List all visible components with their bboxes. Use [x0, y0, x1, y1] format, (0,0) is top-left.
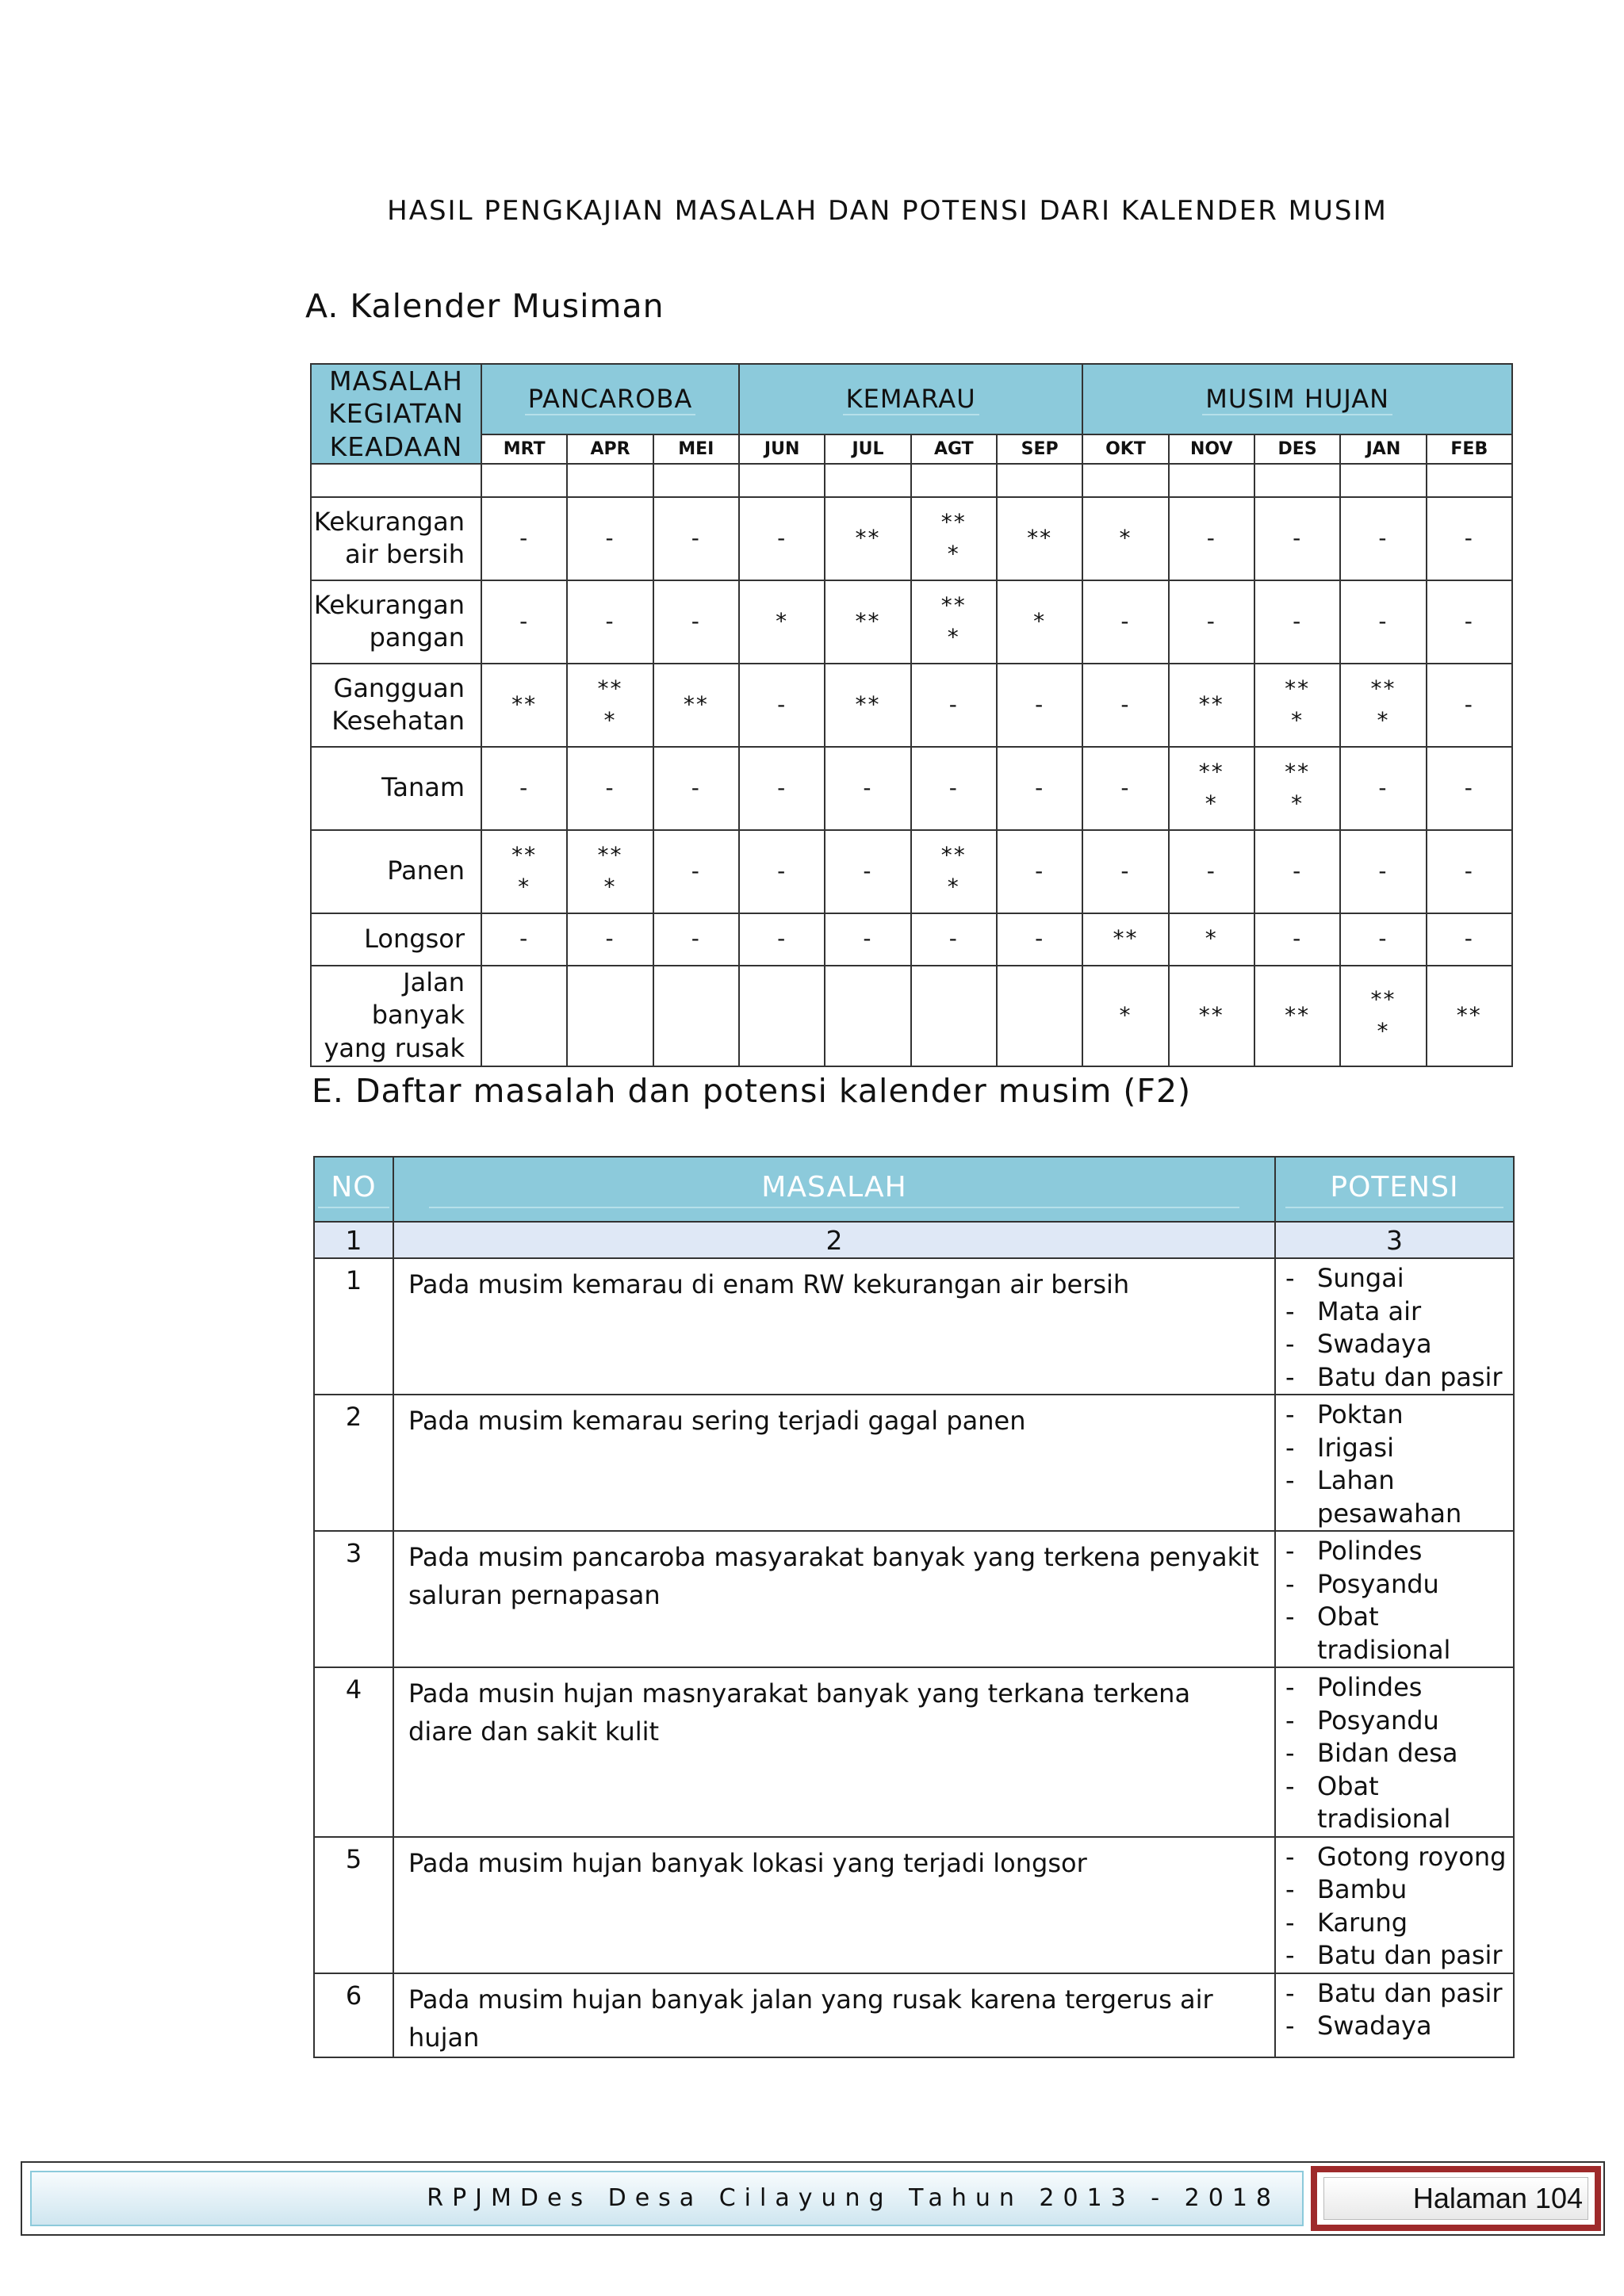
calendar-cell-okt: - [1082, 580, 1168, 664]
calendar-cell-nov: ** [1169, 664, 1254, 747]
potential-list-cell [1275, 1531, 1514, 1667]
calendar-cell-des: - [1254, 913, 1340, 966]
calendar-row-label: Kekurangan pangan [311, 580, 481, 664]
calendar-cell-jul: ** [825, 497, 910, 580]
calendar-cell-jul: - [825, 830, 910, 913]
calendar-row [311, 830, 1512, 913]
calendar-row-label: Longsor [311, 913, 481, 966]
potential-item: - Batu dan pasir [1285, 1977, 1513, 2011]
page-footer [21, 2161, 1605, 2236]
calendar-cell-okt: - [1082, 664, 1168, 747]
calendar-cell-jan: - [1340, 830, 1426, 913]
calendar-cell-mei: - [653, 497, 739, 580]
calendar-cell-nov: ** * [1169, 747, 1254, 830]
calendar-cell-sep: - [997, 913, 1082, 966]
calendar-cell-sep: ** [997, 497, 1082, 580]
problem-row [314, 1258, 1514, 1395]
calendar-cell-jan: - [1340, 497, 1426, 580]
potential-list-cell [1275, 1973, 1514, 2057]
calendar-cell-agt [911, 966, 997, 1066]
potential-item: - Polindes [1285, 1671, 1513, 1705]
calendar-cell-jan: ** * [1340, 966, 1426, 1066]
calendar-row-label: Tanam [311, 747, 481, 830]
potential-list [1285, 1671, 1513, 1836]
potential-item: - Gotong royong [1285, 1841, 1513, 1874]
calendar-cell-jan: ** * [1340, 664, 1426, 747]
calendar-cell-nov: * [1169, 913, 1254, 966]
column-number-potensi: 3 [1275, 1222, 1514, 1258]
calendar-row-label: Jalan banyak yang rusak [311, 966, 481, 1066]
calendar-cell-nov: - [1169, 830, 1254, 913]
calendar-cell-agt: ** * [911, 830, 997, 913]
spacer-cell [825, 464, 910, 497]
calendar-cell-feb: - [1427, 580, 1512, 664]
month-header-des: DES [1254, 434, 1340, 463]
potential-list [1285, 1535, 1513, 1667]
calendar-row-label: Gangguan Kesehatan [311, 664, 481, 747]
calendar-cell-sep [997, 966, 1082, 1066]
spacer-cell [653, 464, 739, 497]
column-number-masalah: 2 [393, 1222, 1275, 1258]
calendar-cell-sep: - [997, 747, 1082, 830]
calendar-cell-jul: ** [825, 664, 910, 747]
calendar-cell-mei: ** [653, 664, 739, 747]
potential-item: - Poktan [1285, 1399, 1513, 1432]
calendar-cell-mrt: - [481, 913, 567, 966]
potential-list-cell [1275, 1837, 1514, 1973]
month-header-jun: JUN [739, 434, 825, 463]
spacer-cell [567, 464, 653, 497]
month-header-okt: OKT [1082, 434, 1168, 463]
problem-row [314, 1667, 1514, 1837]
spacer-cell [481, 464, 567, 497]
spacer-cell [1254, 464, 1340, 497]
footer-document-title: RPJMDes Desa Cilayung Tahun 2013 - 2018 [30, 2171, 1304, 2226]
calendar-cell-jul: - [825, 747, 910, 830]
potential-item: - Obat tradisional [1285, 1770, 1513, 1836]
calendar-cell-jan: - [1340, 913, 1426, 966]
potential-item: - Polindes [1285, 1535, 1513, 1568]
calendar-cell-des: - [1254, 497, 1340, 580]
calendar-cell-okt: * [1082, 966, 1168, 1066]
calendar-row [311, 913, 1512, 966]
spacer-cell [1169, 464, 1254, 497]
calendar-row [311, 580, 1512, 664]
spacer-cell [739, 464, 825, 497]
calendar-cell-des: ** [1254, 966, 1340, 1066]
calendar-corner-label-kegiatan: KEGIATAN KEADAAN [328, 398, 464, 462]
problem-number: 3 [314, 1531, 393, 1667]
calendar-cell-nov: - [1169, 497, 1254, 580]
calendar-cell-sep: - [997, 664, 1082, 747]
calendar-cell-des: ** * [1254, 664, 1340, 747]
calendar-cell-des: - [1254, 580, 1340, 664]
calendar-cell-mrt: - [481, 747, 567, 830]
calendar-cell-feb: - [1427, 830, 1512, 913]
potential-item: - Mata air [1285, 1295, 1513, 1329]
calendar-cell-feb: - [1427, 497, 1512, 580]
problem-row [314, 1837, 1514, 1973]
problem-number: 5 [314, 1837, 393, 1973]
spacer-cell [1082, 464, 1168, 497]
potential-list [1285, 1977, 1513, 2043]
calendar-cell-okt: - [1082, 747, 1168, 830]
column-header-masalah: MASALAH [393, 1157, 1275, 1222]
potential-item: - Bambu [1285, 1873, 1513, 1907]
calendar-cell-mrt: ** [481, 664, 567, 747]
problem-number: 4 [314, 1667, 393, 1837]
calendar-cell-jun: - [739, 913, 825, 966]
problem-row [314, 1395, 1514, 1531]
potential-item: - Swadaya [1285, 2010, 1513, 2043]
footer-page-box [1311, 2166, 1601, 2231]
potential-list [1285, 1399, 1513, 1530]
calendar-cell-mrt: - [481, 580, 567, 664]
calendar-cell-mei: - [653, 580, 739, 664]
calendar-cell-feb: ** [1427, 966, 1512, 1066]
calendar-cell-okt: * [1082, 497, 1168, 580]
calendar-cell-feb: - [1427, 913, 1512, 966]
footer-page-number: Halaman 104 [1323, 2177, 1588, 2220]
potential-list-cell [1275, 1258, 1514, 1395]
calendar-row [311, 966, 1512, 1066]
potential-item: - Sungai [1285, 1262, 1513, 1295]
problem-number: 6 [314, 1973, 393, 2057]
season-header-pancaroba: PANCAROBA [481, 364, 739, 434]
potential-item: - Karung [1285, 1907, 1513, 1940]
potential-list [1285, 1262, 1513, 1394]
problem-number: 1 [314, 1258, 393, 1395]
season-header-musim-hujan: MUSIM HUJAN [1082, 364, 1512, 434]
calendar-row [311, 664, 1512, 747]
problem-description: Pada musim kemarau di enam RW kekurangan air bersih [393, 1258, 1275, 1395]
calendar-cell-des: - [1254, 830, 1340, 913]
potential-item: - Batu dan pasir [1285, 1361, 1513, 1395]
calendar-cell-mei: - [653, 747, 739, 830]
section-heading-kalender-musiman: A. Kalender Musiman [305, 287, 665, 325]
calendar-cell-sep: - [997, 830, 1082, 913]
month-header-jan: JAN [1340, 434, 1426, 463]
column-header-no: NO [314, 1157, 393, 1222]
calendar-cell-apr: - [567, 747, 653, 830]
seasonal-calendar-table [310, 363, 1513, 1067]
calendar-cell-agt: ** * [911, 580, 997, 664]
calendar-row [311, 497, 1512, 580]
month-header-apr: APR [567, 434, 653, 463]
month-header-nov: NOV [1169, 434, 1254, 463]
calendar-cell-jun: * [739, 580, 825, 664]
potential-item: - Irigasi [1285, 1432, 1513, 1465]
calendar-cell-jul: ** [825, 580, 910, 664]
calendar-cell-mrt: ** * [481, 830, 567, 913]
calendar-cell-des: ** * [1254, 747, 1340, 830]
problem-row [314, 1531, 1514, 1667]
calendar-cell-agt: - [911, 913, 997, 966]
calendar-cell-apr: ** * [567, 664, 653, 747]
calendar-corner-header [311, 364, 481, 464]
calendar-cell-mrt [481, 966, 567, 1066]
calendar-cell-jun: - [739, 497, 825, 580]
calendar-cell-jan: - [1340, 747, 1426, 830]
spacer-cell [997, 464, 1082, 497]
calendar-corner-label-masalah: MASALAH [329, 365, 463, 396]
calendar-cell-okt: - [1082, 830, 1168, 913]
calendar-cell-apr: ** * [567, 830, 653, 913]
spacer-cell [1427, 464, 1512, 497]
problem-description: Pada musim hujan banyak jalan yang rusak karena tergerus air hujan [393, 1973, 1275, 2057]
page-title: HASIL PENGKAJIAN MASALAH DAN POTENSI DARI KALENDER MUSIM [387, 195, 1388, 227]
spacer-cell [911, 464, 997, 497]
potential-list-cell [1275, 1667, 1514, 1837]
calendar-cell-jul: - [825, 913, 910, 966]
column-header-potensi: POTENSI [1275, 1157, 1514, 1222]
calendar-cell-apr: - [567, 913, 653, 966]
calendar-cell-nov: ** [1169, 966, 1254, 1066]
month-header-jul: JUL [825, 434, 910, 463]
calendar-cell-feb: - [1427, 664, 1512, 747]
month-header-mrt: MRT [481, 434, 567, 463]
calendar-cell-agt: - [911, 747, 997, 830]
spacer-cell [311, 464, 481, 497]
calendar-cell-mei [653, 966, 739, 1066]
calendar-cell-jul [825, 966, 910, 1066]
calendar-cell-mei: - [653, 913, 739, 966]
potential-item: - Obat tradisional [1285, 1601, 1513, 1667]
calendar-cell-jun: - [739, 747, 825, 830]
calendar-row-label: Kekurangan air bersih [311, 497, 481, 580]
calendar-cell-jan: - [1340, 580, 1426, 664]
potential-item: - Batu dan pasir [1285, 1939, 1513, 1973]
problem-description: Pada musim pancaroba masyarakat banyak yang terkena penyakit saluran pernapasan [393, 1531, 1275, 1667]
season-header-kemarau: KEMARAU [739, 364, 1082, 434]
problem-description: Pada musim kemarau sering terjadi gagal panen [393, 1395, 1275, 1531]
calendar-cell-jun: - [739, 664, 825, 747]
problem-row [314, 1973, 1514, 2057]
calendar-cell-agt: - [911, 664, 997, 747]
potential-list [1285, 1841, 1513, 1973]
problem-description: Pada musim hujan banyak lokasi yang terjadi longsor [393, 1837, 1275, 1973]
calendar-cell-jun [739, 966, 825, 1066]
spacer-cell [1340, 464, 1426, 497]
calendar-cell-feb: - [1427, 747, 1512, 830]
calendar-row [311, 747, 1512, 830]
potential-item: - Swadaya [1285, 1328, 1513, 1361]
potential-item: - Bidan desa [1285, 1737, 1513, 1770]
month-header-sep: SEP [997, 434, 1082, 463]
calendar-spacer-row [311, 464, 1512, 497]
section-heading-daftar-masalah: E. Daftar masalah dan potensi kalender musim (F2) [312, 1072, 1192, 1110]
potential-item: - Lahan pesawahan [1285, 1464, 1513, 1530]
problem-number: 2 [314, 1395, 393, 1531]
calendar-cell-sep: * [997, 580, 1082, 664]
problem-potential-table [313, 1156, 1515, 2058]
calendar-cell-apr: - [567, 580, 653, 664]
problem-description: Pada musin hujan masnyarakat banyak yang terkana terkena diare dan sakit kulit [393, 1667, 1275, 1837]
calendar-cell-jun: - [739, 830, 825, 913]
calendar-cell-nov: - [1169, 580, 1254, 664]
calendar-row-label: Panen [311, 830, 481, 913]
potential-item: - Posyandu [1285, 1568, 1513, 1601]
calendar-cell-agt: ** * [911, 497, 997, 580]
calendar-cell-mrt: - [481, 497, 567, 580]
month-header-agt: AGT [911, 434, 997, 463]
calendar-cell-okt: ** [1082, 913, 1168, 966]
potential-item: - Posyandu [1285, 1705, 1513, 1738]
potential-list-cell [1275, 1395, 1514, 1531]
month-header-mei: MEI [653, 434, 739, 463]
calendar-cell-mei: - [653, 830, 739, 913]
month-header-feb: FEB [1427, 434, 1512, 463]
column-number-no: 1 [314, 1222, 393, 1258]
calendar-cell-apr: - [567, 497, 653, 580]
calendar-cell-apr [567, 966, 653, 1066]
